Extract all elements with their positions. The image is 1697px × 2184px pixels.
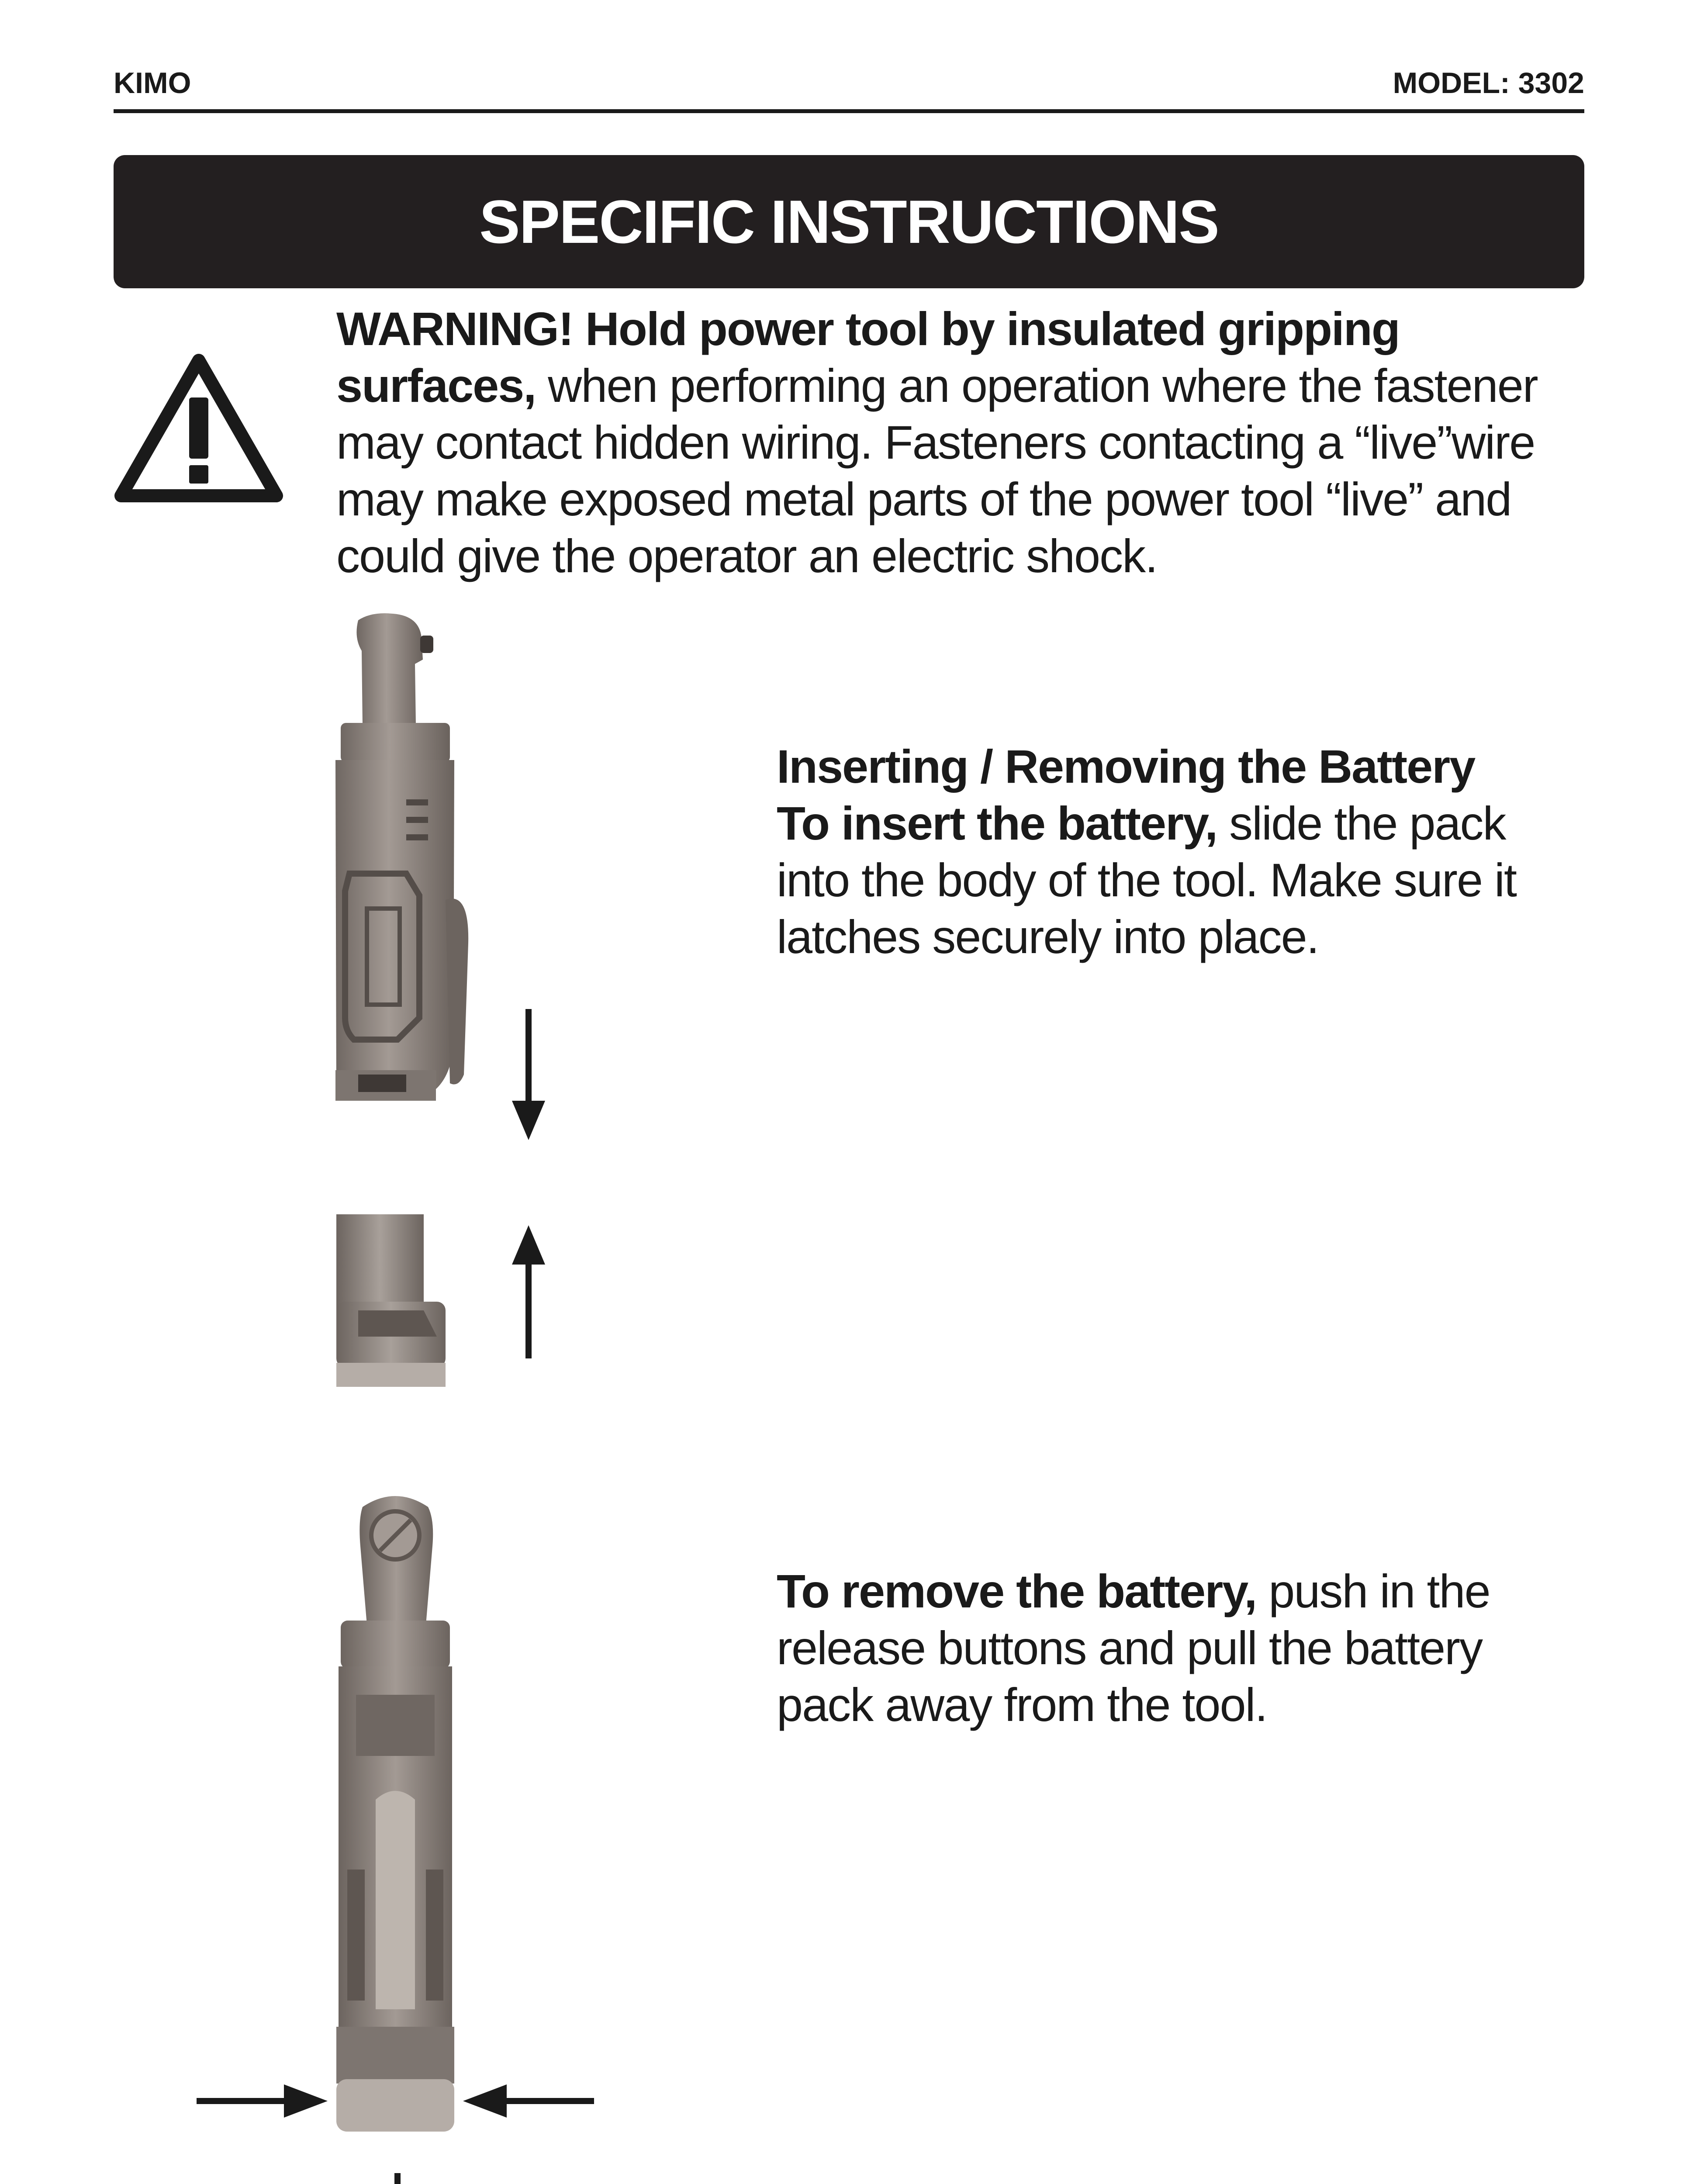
warning-paragraph: [336, 301, 1594, 584]
arrow-down-small-icon: [376, 2173, 419, 2184]
insert-heading: Inserting / Removing the Battery: [777, 740, 1475, 793]
ratchet-front-view-illustration: [323, 1494, 467, 2175]
battery-pack-illustration: [332, 1214, 450, 1389]
banner-title: SPECIFIC INSTRUCTIONS: [479, 187, 1219, 256]
warning-text: when performing an operation where the fastener may contact hidden wiring. Fasteners contacting a “live”wire may make exposed metal parts of the power tool “live” and could give the operator an electric shock.: [336, 359, 1538, 582]
remove-battery-paragraph: [777, 1563, 1580, 1733]
arrow-up-icon: [507, 1223, 550, 1363]
warning-bold: WARNING! Hold power tool by insulated gripping surfaces,: [336, 302, 1400, 412]
model-number: MODEL: 3302: [1393, 66, 1584, 100]
insert-battery-paragraph: [777, 738, 1589, 965]
warning-triangle-icon: [111, 349, 286, 507]
remove-bold: To remove the battery,: [777, 1565, 1257, 1617]
header-divider: [114, 109, 1584, 113]
section-banner: [114, 155, 1584, 288]
arrow-left-icon: [459, 2079, 594, 2123]
arrow-down-icon: [507, 1009, 550, 1149]
ratchet-side-view-illustration: [306, 612, 502, 1197]
arrow-right-icon: [197, 2079, 332, 2123]
insert-text: slide the pack into the body of the tool. Make sure it latches securely into place.: [777, 797, 1517, 963]
insert-bold: To insert the battery,: [777, 797, 1217, 850]
remove-text: push in the release buttons and pull the battery pack away from the tool.: [777, 1565, 1490, 1731]
brand-name: KIMO: [114, 66, 191, 100]
